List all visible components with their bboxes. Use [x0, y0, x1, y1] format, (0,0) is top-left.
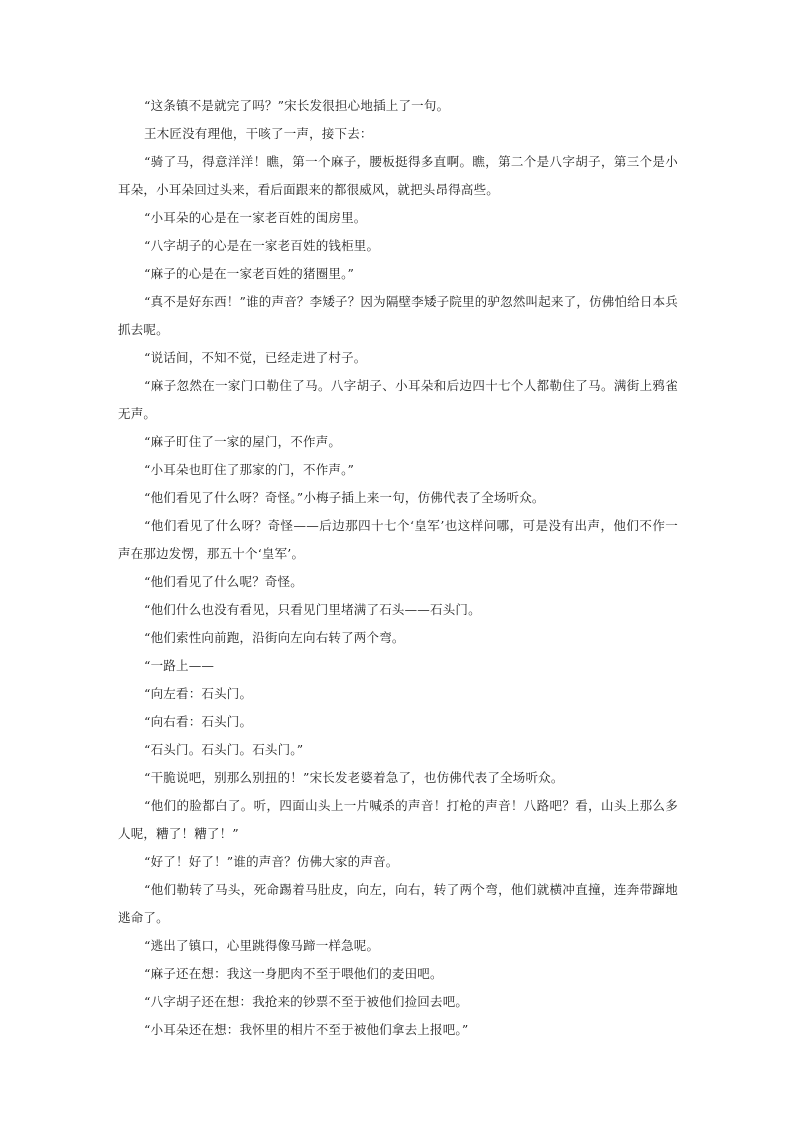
paragraph: “向左看：石头门。	[144, 686, 253, 701]
paragraph: “石头门。石头门。石头门。”	[144, 742, 304, 757]
paragraph: “他们什么也没有看见，只看见门里堵满了石头——石头门。	[144, 602, 481, 617]
paragraph: “逃出了镇口，心里跳得像马蹄一样急呢。	[144, 938, 380, 953]
paragraph: “他们的脸都白了。听，四面山头上一片喊杀的声音！打枪的声音！八路吧？看，山头上那么多人呢，糟了！糟了！”	[118, 798, 678, 841]
paragraph: “干脆说吧，别那么别扭的！”宋长发老婆着急了，也仿佛代表了全场听众。	[144, 770, 564, 785]
paragraph: “向右看：石头门。	[144, 714, 253, 729]
paragraph: “小耳朵还在想：我怀里的相片不至于被他们拿去上报吧。”	[144, 1022, 469, 1037]
paragraph: “他们看见了什么呀？奇怪。”小梅子插上来一句，仿佛代表了全场听众。	[144, 490, 545, 505]
paragraph: “这条镇不是就完了吗？”宋长发很担心地插上了一句。	[144, 98, 450, 113]
paragraph: “八字胡子的心是在一家老百姓的钱柜里。	[144, 238, 380, 253]
document-body	[118, 92, 678, 1044]
paragraph: “他们看见了什么呢？奇怪。	[144, 574, 303, 589]
paragraph: 王木匠没有理他，干咳了一声，接下去：	[144, 126, 373, 141]
paragraph: “麻子忽然在一家门口勒住了马。八字胡子、小耳朵和后边四十七个人都勒住了马。满街上鸦雀无声。	[118, 378, 678, 421]
paragraph: “他们索性向前跑，沿街向左向右转了两个弯。	[144, 630, 405, 645]
paragraph: “小耳朵也盯住了那家的门，不作声。”	[144, 462, 355, 477]
paragraph: “他们看见了什么呀？奇怪——后边那四十七个‘皇军’也这样问哪，可是没有出声，他们不作一声在那边发愣，那五十个‘皇军’。	[118, 518, 678, 561]
paragraph: “好了！好了！”谁的声音？仿佛大家的声音。	[144, 854, 399, 869]
paragraph: “他们勒转了马头，死命踢着马肚皮，向左，向右，转了两个弯，他们就横冲直撞，连奔带蹿地逃命了。	[118, 882, 678, 925]
paragraph: “麻子的心是在一家老百姓的猪圈里。”	[144, 266, 355, 281]
paragraph: “骑了马，得意洋洋！瞧，第一个麻子，腰板挺得多直啊。瞧，第二个是八字胡子，第三个是小耳朵，小耳朵回过头来，看后面跟来的都很威风，就把头昂得高些。	[118, 154, 678, 197]
paragraph: “麻子还在想：我这一身肥肉不至于喂他们的麦田吧。	[144, 966, 443, 981]
paragraph: “说话间，不知不觉，已经走进了村子。	[144, 350, 367, 365]
paragraph: “真不是好东西！”谁的声音？李矮子？因为隔壁李矮子院里的驴忽然叫起来了，仿佛怕给日本兵抓去呢。	[118, 294, 678, 337]
paragraph: “一路上——	[144, 658, 215, 673]
paragraph: “麻子盯住了一家的屋门，不作声。	[144, 434, 342, 449]
paragraph: “八字胡子还在想：我抢来的钞票不至于被他们捡回去吧。	[144, 994, 469, 1009]
paragraph: “小耳朵的心是在一家老百姓的闺房里。	[144, 210, 367, 225]
